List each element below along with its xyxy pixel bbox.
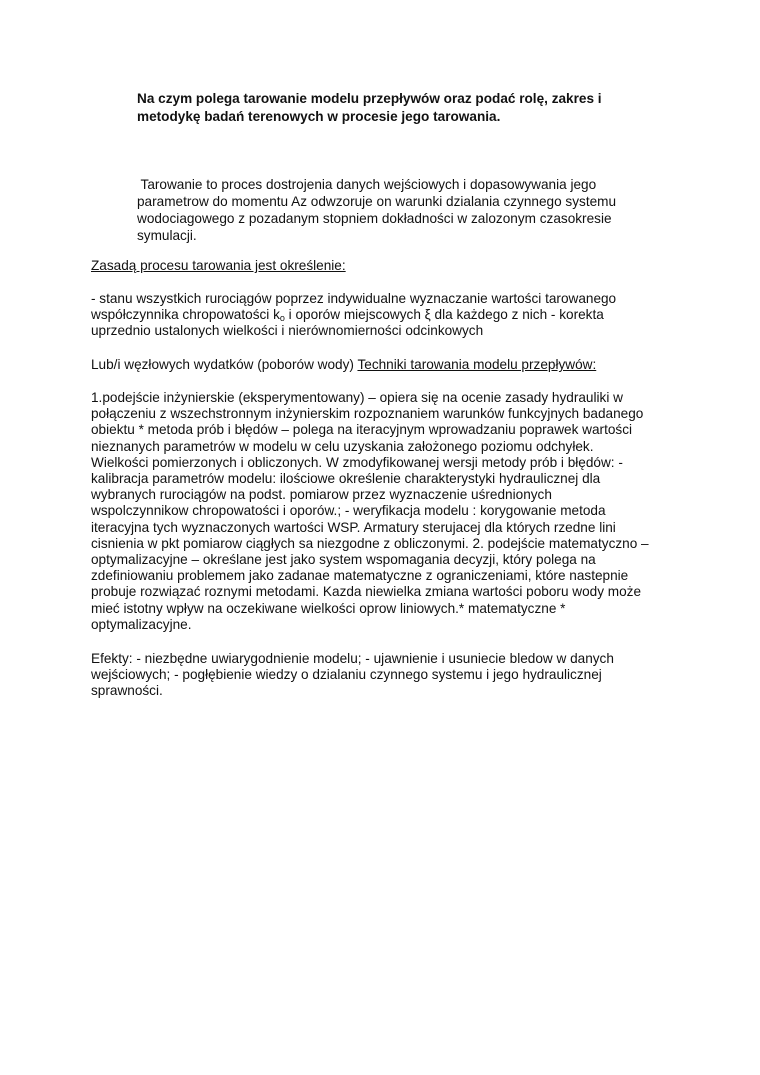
- techniques-line: mieć istotny wpływ na oczekiwane wielkości oprow liniowych.* matematyczne *: [91, 600, 566, 616]
- techniques-line: kalibracja parametrów modelu: ilościowe określenie charakterystyki hydraulicznej dla: [91, 471, 601, 487]
- nodes-text: Lub/i węzłowych wydatków (poborów wody): [91, 357, 358, 372]
- principle-line: [91, 307, 671, 323]
- intro-line: Tarowanie to proces dostrojenia danych wejściowych i dopasowywania jego: [137, 177, 597, 192]
- effects-line: sprawności.: [91, 683, 163, 699]
- roughness-subscript: o: [279, 313, 285, 324]
- techniques-line: nieznanych parametrów w modelu w celu uzyskania założonego poziomu odchyłek.: [91, 438, 594, 454]
- techniques-line: połączeniu z wszechstronnym inżynierskim rozpoznaniem warunków funkcyjnych badanego: [91, 406, 644, 422]
- techniques-heading: Techniki tarowania modelu przepływów:: [357, 357, 597, 372]
- intro-line: wodociagowego z pozadanym stopniem dokładności w zalozonym czasokresie: [137, 211, 612, 226]
- intro-line: parametrow do momentu Az odwzoruje on warunki dzialania czynnego systemu: [137, 194, 617, 209]
- effects-line: wejściowych; - pogłębienie wiedzy o dzialaniu czynnego systemu i jego hydraulicznej: [91, 667, 602, 683]
- title-line: metodykę badań terenowych w procesie jego tarowania.: [137, 109, 501, 124]
- techniques-line: zdefiniowaniu problemem jako zadanae matematyczne z ograniczeniami, które nastepnie: [91, 568, 629, 584]
- principle-heading: Zasadą procesu tarowania jest określenie:: [91, 258, 346, 273]
- effects-paragraph: [91, 651, 671, 700]
- intro-paragraph: [137, 176, 637, 244]
- principle-line: - stanu wszystkich rurociągów poprzez indywidualne wyznaczanie wartości tarowanego: [91, 291, 617, 306]
- techniques-line: optymalizacyjne – określane jest jako system wspomagania decyzji, który polega na: [91, 552, 596, 568]
- effects-line: Efekty: - niezbędne uwiarygodnienie modelu; - ujawnienie i usuniecie bledow w danych: [91, 651, 614, 666]
- techniques-line: 1.podejście inżynierskie (eksperymentowany) – opiera się na ocenie zasady hydrauliki w: [91, 390, 623, 405]
- techniques-line: wybranych rurociągów na podst. pomiarow przez wyznaczenie uśrednionych: [91, 487, 552, 503]
- nodes-paragraph: [91, 357, 671, 373]
- techniques-line: wspolczynnikow chropowatości i oporów.; - weryfikacja modelu : korygowanie metoda: [91, 503, 606, 519]
- techniques-line: obiektu * metoda prób i błędów – polega na iteracyjnym wprowadzaniu poprawek wartości: [91, 422, 633, 438]
- principle-paragraph: [91, 291, 671, 340]
- techniques-line: cisnienia w pkt pomiarow ciągłych sa niezgodne z obliczonymi. 2. podejście matematyczno –: [91, 535, 649, 551]
- intro-line: symulacji.: [137, 228, 197, 243]
- techniques-line: probuje rozwiązać roznymi metodami. Kazda niewielka zmiana wartości poboru wody może: [91, 584, 642, 600]
- title-line: Na czym polega tarowanie modelu przepływów oraz podać rolę, zakres i: [137, 91, 602, 106]
- principle-line-pre: współczynnika chropowatości k: [91, 307, 280, 323]
- principle-line-post: i oporów miejscowych ξ dla każdego z nich - korekta: [284, 307, 604, 323]
- techniques-paragraph: [91, 390, 671, 633]
- techniques-line: optymalizacyjne.: [91, 616, 192, 632]
- principle-line: uprzednio ustalonych wielkości i nierównomierności odcinkowych: [91, 323, 484, 339]
- techniques-line: Wielkości pomierzonych i obliczonych. W zmodyfikowanej wersji metody prób i błędów: -: [91, 454, 623, 470]
- document-title: [137, 90, 637, 126]
- techniques-line: iteracyjna tych wyznaczonych wartości WSP. Armatury sterujacej dla których rzedne lini: [91, 519, 616, 535]
